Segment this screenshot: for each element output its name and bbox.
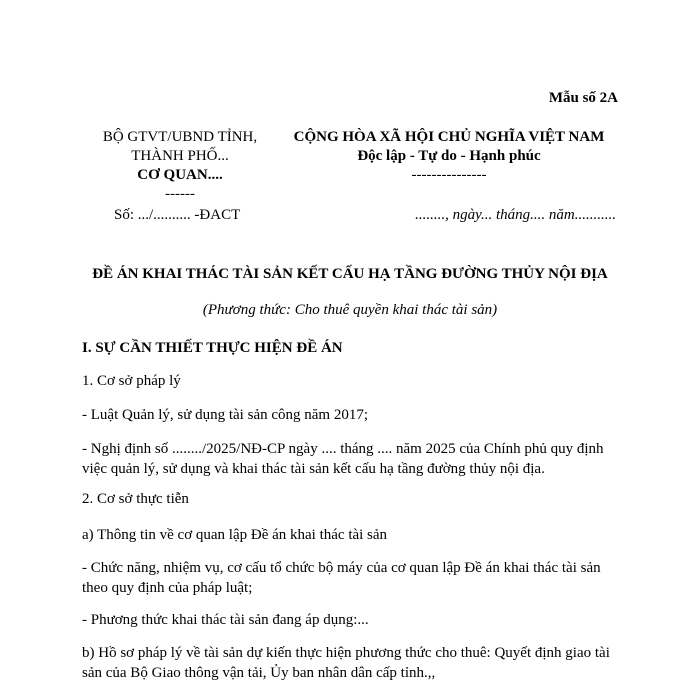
document-subtitle: (Phương thức: Cho thuê quyền khai thác tài sản) [202,302,498,318]
paragraph: - Luật Quản lý, sử dụng tài sản công năm 2017; [82,407,368,423]
document-number: Số: .../.......... -ĐACT [114,207,241,223]
agency-line-1: BỘ GTVT/UBND TỈNH, [102,129,258,145]
section-heading: I. SỰ CẦN THIẾT THỰC HIỆN ĐỀ ÁN [82,340,343,356]
document-title: ĐỀ ÁN KHAI THÁC TÀI SẢN KẾT CẤU HẠ TẦNG ĐƯỜNG THỦY NỘI ĐỊA [92,266,608,282]
agency-line-2: THÀNH PHỐ... [131,148,229,164]
subsection-heading: 1. Cơ sở pháp lý [82,373,181,389]
form-number-label: Mẫu số 2A [548,90,618,106]
agency-name: CƠ QUAN.... [137,167,223,183]
subsection-heading: 2. Cơ sở thực tiễn [82,491,189,507]
paragraph: - Nghị định số ......../2025/NĐ-CP ngày .... tháng .... năm 2025 của Chính phủ quy định việc quản lý, sử dụng và khai thác tài sản kết cấu hạ tầng đường thủy nội địa. [82,441,604,477]
country-name: CỘNG HÒA XÃ HỘI CHỦ NGHĨA VIỆT NAM [293,129,605,145]
national-motto-header [290,128,608,185]
paragraph: a) Thông tin về cơ quan lập Đề án khai thác tài sản [82,527,388,543]
paragraph: - Chức năng, nhiệm vụ, cơ cấu tổ chức bộ máy của cơ quan lập Đề án khai thác tài sản theo quy định của pháp luật; [82,560,601,596]
agency-separator: ------ [165,186,195,202]
motto-separator: --------------- [411,167,487,183]
date-line: ........, ngày... tháng.... năm........... [415,207,616,223]
paragraph: b) Hồ sơ pháp lý về tài sản dự kiến thực hiện phương thức cho thuê: Quyết định giao tài sản của Bộ Giao thông vận tải, Ủy ban nhân dân cấp tỉnh.,, [82,645,610,681]
paragraph: - Phương thức khai thác tài sản đang áp dụng:... [82,612,369,628]
issuing-agency-header [95,128,265,204]
national-motto: Độc lập - Tự do - Hạnh phúc [357,148,541,164]
